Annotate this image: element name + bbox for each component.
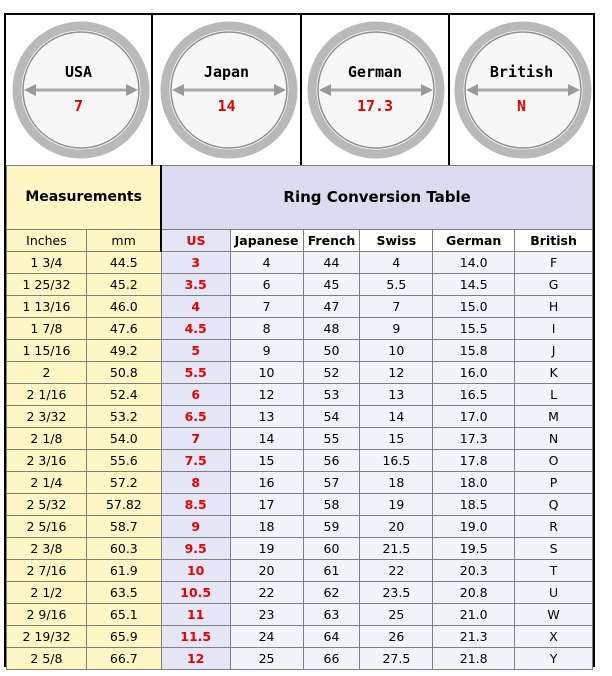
cell-inches: 2 1/2 [7, 582, 87, 604]
cell-inches: 2 1/4 [7, 472, 87, 494]
cell-mm: 60.3 [86, 538, 161, 560]
cell-us: 9.5 [161, 538, 230, 560]
cell-british: W [515, 604, 593, 626]
cell-japanese: 8 [230, 318, 303, 340]
cell-us: 8 [161, 472, 230, 494]
table-row [7, 560, 593, 582]
cell-japanese: 25 [230, 648, 303, 670]
column-header-inches: Inches [7, 230, 87, 252]
cell-inches: 2 19/32 [7, 626, 87, 648]
cell-british: P [515, 472, 593, 494]
cell-us: 7 [161, 428, 230, 450]
cell-british: X [515, 626, 593, 648]
cell-swiss: 9 [360, 318, 433, 340]
cell-french: 47 [303, 296, 360, 318]
cell-japanese: 22 [230, 582, 303, 604]
cell-french: 50 [303, 340, 360, 362]
cell-japanese: 19 [230, 538, 303, 560]
table-row [7, 340, 593, 362]
table-row [7, 582, 593, 604]
cell-mm: 46.0 [86, 296, 161, 318]
ring-size-diagrams [6, 15, 593, 167]
cell-mm: 63.5 [86, 582, 161, 604]
cell-mm: 55.6 [86, 450, 161, 472]
cell-us: 10.5 [161, 582, 230, 604]
cell-british: Q [515, 494, 593, 516]
cell-mm: 54.0 [86, 428, 161, 450]
cell-us: 9 [161, 516, 230, 538]
ring-label: Japan [203, 63, 250, 81]
column-header-mm: mm [86, 230, 161, 252]
cell-french: 60 [303, 538, 360, 560]
cell-german: 21.3 [433, 626, 515, 648]
ring-usa [6, 15, 151, 165]
column-header-swiss: Swiss [360, 230, 433, 252]
table-row [7, 362, 593, 384]
cell-swiss: 12 [360, 362, 433, 384]
cell-swiss: 21.5 [360, 538, 433, 560]
ring-label: USA [64, 63, 93, 81]
column-header-row [7, 230, 593, 252]
cell-british: K [515, 362, 593, 384]
cell-inches: 2 1/8 [7, 428, 87, 450]
cell-mm: 57.82 [86, 494, 161, 516]
cell-british: O [515, 450, 593, 472]
cell-inches: 2 3/16 [7, 450, 87, 472]
cell-japanese: 7 [230, 296, 303, 318]
cell-british: J [515, 340, 593, 362]
cell-mm: 47.6 [86, 318, 161, 340]
cell-swiss: 18 [360, 472, 433, 494]
cell-japanese: 18 [230, 516, 303, 538]
column-header-us: US [161, 230, 230, 252]
ring-icon [450, 15, 595, 165]
cell-french: 64 [303, 626, 360, 648]
cell-german: 15.8 [433, 340, 515, 362]
ring-size-value: 14 [217, 97, 236, 115]
cell-mm: 65.9 [86, 626, 161, 648]
column-header-japanese: Japanese [230, 230, 303, 252]
cell-french: 55 [303, 428, 360, 450]
ring-label: German [347, 63, 403, 81]
cell-mm: 50.8 [86, 362, 161, 384]
cell-mm: 61.9 [86, 560, 161, 582]
ring-german [300, 15, 448, 165]
cell-french: 61 [303, 560, 360, 582]
cell-swiss: 25 [360, 604, 433, 626]
cell-inches: 1 7/8 [7, 318, 87, 340]
cell-french: 45 [303, 274, 360, 296]
cell-british: L [515, 384, 593, 406]
cell-german: 14.5 [433, 274, 515, 296]
table-row [7, 626, 593, 648]
cell-japanese: 14 [230, 428, 303, 450]
cell-swiss: 16.5 [360, 450, 433, 472]
cell-swiss: 7 [360, 296, 433, 318]
cell-german: 16.0 [433, 362, 515, 384]
cell-japanese: 15 [230, 450, 303, 472]
cell-french: 63 [303, 604, 360, 626]
table-row [7, 648, 593, 670]
cell-japanese: 4 [230, 252, 303, 274]
cell-french: 57 [303, 472, 360, 494]
ring-icon [153, 15, 302, 165]
table-row [7, 538, 593, 560]
cell-german: 14.0 [433, 252, 515, 274]
cell-swiss: 14 [360, 406, 433, 428]
cell-french: 48 [303, 318, 360, 340]
ring-label: British [489, 63, 554, 81]
ring-size-value: 7 [73, 97, 84, 115]
cell-german: 19.5 [433, 538, 515, 560]
cell-inches: 1 15/16 [7, 340, 87, 362]
cell-swiss: 4 [360, 252, 433, 274]
cell-french: 66 [303, 648, 360, 670]
cell-japanese: 24 [230, 626, 303, 648]
cell-german: 17.3 [433, 428, 515, 450]
cell-british: U [515, 582, 593, 604]
cell-japanese: 17 [230, 494, 303, 516]
cell-japanese: 9 [230, 340, 303, 362]
cell-us: 4 [161, 296, 230, 318]
cell-german: 20.8 [433, 582, 515, 604]
cell-inches: 2 3/8 [7, 538, 87, 560]
cell-german: 15.0 [433, 296, 515, 318]
cell-us: 11 [161, 604, 230, 626]
cell-german: 16.5 [433, 384, 515, 406]
table-row [7, 318, 593, 340]
cell-us: 8.5 [161, 494, 230, 516]
cell-mm: 53.2 [86, 406, 161, 428]
cell-japanese: 16 [230, 472, 303, 494]
cell-us: 5 [161, 340, 230, 362]
column-header-french: French [303, 230, 360, 252]
cell-french: 56 [303, 450, 360, 472]
cell-british: F [515, 252, 593, 274]
cell-mm: 44.5 [86, 252, 161, 274]
cell-british: I [515, 318, 593, 340]
ring-size-value: N [516, 97, 527, 115]
cell-us: 6.5 [161, 406, 230, 428]
cell-inches: 2 1/16 [7, 384, 87, 406]
cell-swiss: 15 [360, 428, 433, 450]
cell-inches: 1 13/16 [7, 296, 87, 318]
ring-icon [6, 15, 151, 165]
cell-swiss: 27.5 [360, 648, 433, 670]
column-header-german: German [433, 230, 515, 252]
cell-japanese: 6 [230, 274, 303, 296]
ring-japan [151, 15, 300, 165]
cell-german: 18.5 [433, 494, 515, 516]
cell-japanese: 20 [230, 560, 303, 582]
cell-japanese: 10 [230, 362, 303, 384]
cell-mm: 65.1 [86, 604, 161, 626]
cell-swiss: 26 [360, 626, 433, 648]
cell-french: 44 [303, 252, 360, 274]
cell-inches: 2 7/16 [7, 560, 87, 582]
column-header-british: British [515, 230, 593, 252]
cell-british: H [515, 296, 593, 318]
cell-us: 5.5 [161, 362, 230, 384]
conversion-table [6, 165, 593, 670]
cell-swiss: 10 [360, 340, 433, 362]
cell-us: 7.5 [161, 450, 230, 472]
measurements-header: Measurements [7, 166, 162, 230]
table-row [7, 472, 593, 494]
cell-french: 62 [303, 582, 360, 604]
table-row [7, 296, 593, 318]
cell-swiss: 13 [360, 384, 433, 406]
table-row [7, 252, 593, 274]
cell-swiss: 5.5 [360, 274, 433, 296]
cell-inches: 2 5/32 [7, 494, 87, 516]
cell-inches: 2 5/16 [7, 516, 87, 538]
cell-german: 21.8 [433, 648, 515, 670]
table-row [7, 384, 593, 406]
cell-french: 59 [303, 516, 360, 538]
cell-german: 21.0 [433, 604, 515, 626]
cell-british: T [515, 560, 593, 582]
cell-mm: 49.2 [86, 340, 161, 362]
table-title: Ring Conversion Table [161, 166, 592, 230]
cell-german: 17.0 [433, 406, 515, 428]
ring-conversion-chart [4, 13, 595, 667]
cell-french: 58 [303, 494, 360, 516]
cell-mm: 52.4 [86, 384, 161, 406]
cell-inches: 2 5/8 [7, 648, 87, 670]
cell-japanese: 12 [230, 384, 303, 406]
table-row [7, 604, 593, 626]
cell-german: 18.0 [433, 472, 515, 494]
ring-icon [302, 15, 450, 165]
cell-inches: 2 [7, 362, 87, 384]
cell-british: R [515, 516, 593, 538]
cell-mm: 45.2 [86, 274, 161, 296]
cell-mm: 66.7 [86, 648, 161, 670]
cell-us: 10 [161, 560, 230, 582]
table-row [7, 406, 593, 428]
table-row [7, 494, 593, 516]
cell-inches: 2 9/16 [7, 604, 87, 626]
cell-german: 15.5 [433, 318, 515, 340]
ring-british [448, 15, 593, 165]
cell-german: 20.3 [433, 560, 515, 582]
cell-japanese: 13 [230, 406, 303, 428]
cell-british: Y [515, 648, 593, 670]
cell-us: 11.5 [161, 626, 230, 648]
cell-british: M [515, 406, 593, 428]
cell-swiss: 23.5 [360, 582, 433, 604]
ring-size-value: 17.3 [356, 97, 394, 115]
cell-mm: 58.7 [86, 516, 161, 538]
cell-us: 12 [161, 648, 230, 670]
cell-swiss: 22 [360, 560, 433, 582]
table-row [7, 274, 593, 296]
cell-us: 3 [161, 252, 230, 274]
table-row [7, 428, 593, 450]
cell-inches: 1 3/4 [7, 252, 87, 274]
cell-us: 3.5 [161, 274, 230, 296]
cell-german: 17.8 [433, 450, 515, 472]
cell-inches: 2 3/32 [7, 406, 87, 428]
cell-british: G [515, 274, 593, 296]
table-row [7, 516, 593, 538]
cell-british: S [515, 538, 593, 560]
cell-german: 19.0 [433, 516, 515, 538]
cell-inches: 1 25/32 [7, 274, 87, 296]
cell-us: 4.5 [161, 318, 230, 340]
cell-japanese: 23 [230, 604, 303, 626]
cell-swiss: 19 [360, 494, 433, 516]
cell-french: 52 [303, 362, 360, 384]
cell-british: N [515, 428, 593, 450]
cell-us: 6 [161, 384, 230, 406]
cell-mm: 57.2 [86, 472, 161, 494]
cell-swiss: 20 [360, 516, 433, 538]
cell-french: 53 [303, 384, 360, 406]
cell-french: 54 [303, 406, 360, 428]
table-row [7, 450, 593, 472]
